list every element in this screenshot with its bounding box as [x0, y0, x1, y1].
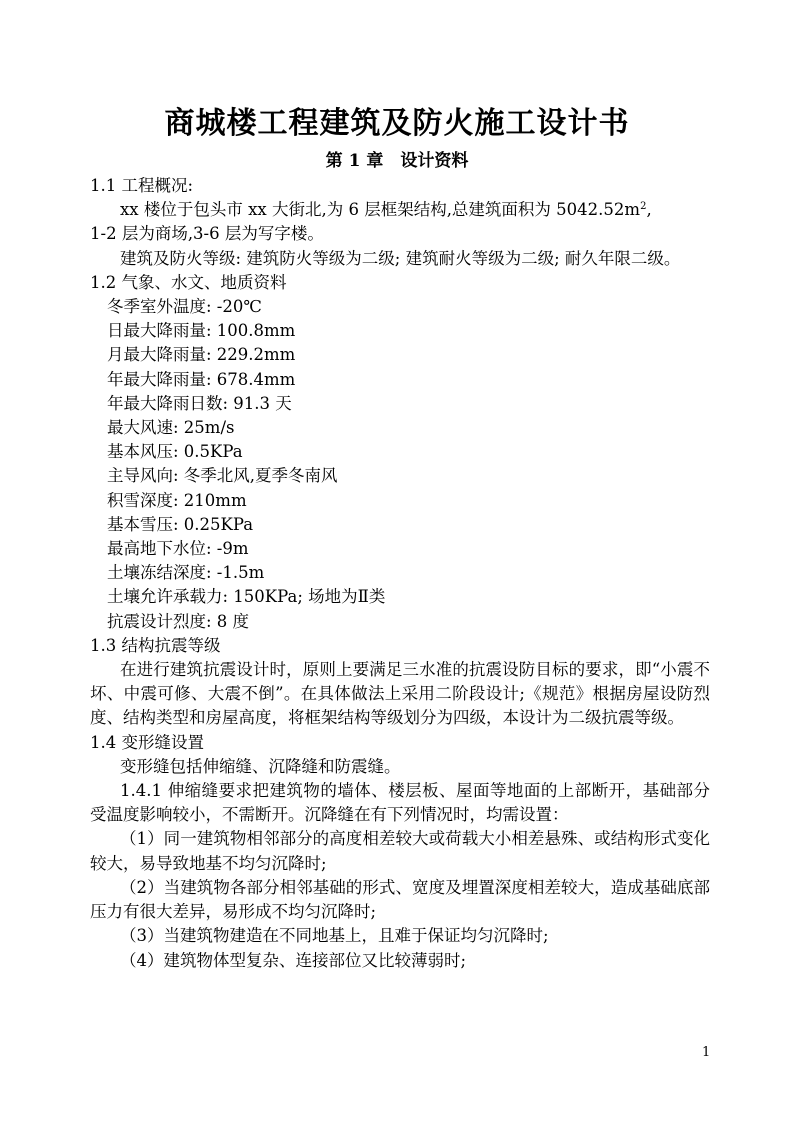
page-number: 1: [702, 1045, 711, 1060]
overview-text-a: xx 楼位于包头市 xx 大街北,为 6 层框架结构,总建筑面积为 5042.52m: [120, 200, 641, 220]
climate-item: 土壤允许承载力: 150KPa; 场地为Ⅱ类: [107, 587, 386, 607]
climate-item: 积雪深度: 210mm: [107, 490, 247, 510]
list-item-settlement-case: （1）同一建筑物相邻部分的高度相差较大或荷载大小相差悬殊、或结构形式变化较大，易导致地基不均匀沉降时;: [90, 829, 710, 873]
list-item-settlement-case: （3）当建筑物建造在不同地基上，且难于保证均匀沉降时;: [120, 926, 549, 946]
paragraph-project-overview: [90, 198, 710, 222]
climate-item: 土壤冻结深度: -1.5m: [107, 563, 265, 583]
climate-item: 基本雪压: 0.25KPa: [107, 514, 254, 534]
climate-item: 主导风向: 冬季北风,夏季冬南风: [107, 466, 338, 486]
climate-item: 抗震设计烈度: 8 度: [107, 611, 250, 631]
paragraph-seismic-grade: 在进行建筑抗震设计时，原则上要满足三水准的抗震设防目标的要求，即“小震不坏、中震可修、大震不倒”。在具体做法上采用二阶段设计;《规范》根据房屋设防烈度、结构类型和房屋高度，将框架结构等级划分为四级，本设计为二级抗震等级。: [90, 660, 710, 728]
superscript-2: 2: [640, 201, 647, 213]
paragraph-expansion-joint: 1.4.1 伸缩缝要求把建筑物的墙体、楼层板、屋面等地面的上部断开，基础部分受温度影响较小，不需断开。沉降缝在有下列情况时，均需设置：: [90, 781, 710, 825]
document-title: 商城楼工程建筑及防火施工设计书: [164, 106, 630, 141]
climate-item: 最大风速: 25m/s: [107, 418, 235, 438]
list-item-settlement-case: （2）当建筑物各部分相邻基础的形式、宽度及埋置深度相差较大，造成基础底部压力有很大差异，易形成不均匀沉降时;: [90, 877, 710, 922]
list-item-settlement-case: （4）建筑物体型复杂、连接部位又比较薄弱时;: [120, 950, 467, 970]
section-heading-1-3: 1.3 结构抗震等级: [90, 635, 221, 655]
document-body: [90, 174, 710, 973]
climate-item: 月最大降雨量: 229.2mm: [107, 345, 296, 365]
climate-item: 年最大降雨日数: 91.3 天: [107, 393, 292, 413]
paragraph-fire-rating: 建筑及防火等级: 建筑防火等级为二级; 建筑耐火等级为二级; 耐久年限二级。: [120, 248, 681, 268]
chapter-heading: 第 1 章 设计资料: [325, 151, 469, 171]
climate-item: 年最大降雨量: 678.4mm: [107, 369, 296, 389]
climate-item: 基本风压: 0.5KPa: [107, 442, 243, 462]
section-heading-1-4: 1.4 变形缝设置: [90, 732, 204, 752]
overview-text-c: 1-2 层为商场,3-6 层为写字楼。: [90, 224, 324, 244]
paragraph-floor-usage: [90, 222, 710, 246]
section-heading-1-2: 1.2 气象、水文、地质资料: [90, 272, 287, 292]
overview-text-b: ,: [646, 200, 652, 220]
climate-item: 日最大降雨量: 100.8mm: [107, 321, 296, 341]
climate-item: 最高地下水位: -9m: [107, 539, 249, 559]
climate-item: 冬季室外温度: -20℃: [107, 297, 262, 317]
paragraph-joint-types: 变形缝包括伸缩缝、沉降缝和防震缝。: [120, 756, 401, 776]
section-heading-1-1: 1.1 工程概况:: [90, 176, 194, 195]
